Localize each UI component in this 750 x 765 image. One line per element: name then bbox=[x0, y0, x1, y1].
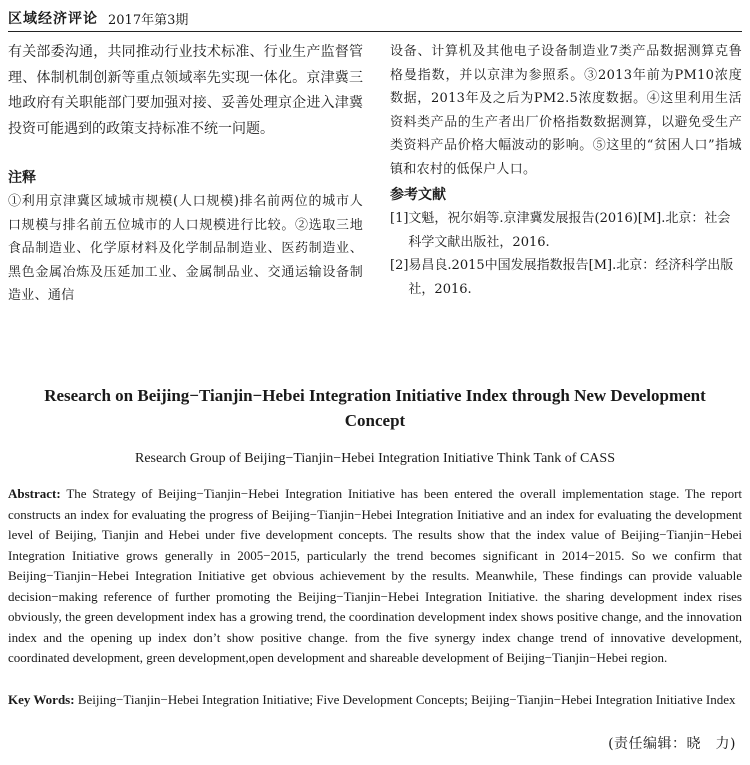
english-authors: Research Group of Beijing−Tianjin−Hebei Integration Initiative Think Tank of CASS bbox=[135, 451, 615, 466]
left-column bbox=[8, 40, 363, 308]
reference-list bbox=[390, 207, 742, 301]
journal-name: 区域经济评论 bbox=[8, 11, 98, 27]
notes-heading: 注释 bbox=[8, 170, 36, 186]
body-paragraph: 有关部委沟通，共同推动行业技术标准、行业生产监督管理、体制机制创新等重点领域率先实现一体化。京津冀三地政府有关职能部门要加强对接、妥善处理京企进入津冀投资可能遇到的政策支持标准不统一问题。 bbox=[8, 44, 363, 137]
right-column bbox=[390, 40, 742, 301]
reference-item bbox=[390, 207, 742, 254]
notes-continued: 设备、计算机及其他电子设备制造业7类产品数据测算克鲁格曼指数，并以京津为参照系。③2013年前为PM10浓度数据，2013年及之后为PM2.5浓度数据。④这里利用生活资料类产品的生产者出厂价格指数数据测算，以避免受生产类资料产品价格大幅波动的影响。⑤这里的“贫困人口”指城镇和农村的低保户人口。 bbox=[390, 44, 742, 177]
notes-text: ①利用京津冀区域城市规模(人口规模)排名前两位的城市人口规模与排名前五位城市的人口规模进行比较。②选取三地食品制造业、化学原材料及化学制品制造业、医药制造业、黑色金属冶炼及压延加工业、金属制品业、交通运输设备制造业、通信 bbox=[8, 194, 363, 303]
keywords-label: Key Words: bbox=[8, 692, 75, 707]
abstract-label: Abstract: bbox=[8, 486, 61, 501]
reference-item bbox=[390, 254, 742, 301]
reference-text: 易昌良.2015中国发展指数报告[M].北京：经济科学出版社，2016. bbox=[408, 258, 734, 297]
keywords-text: Beijing−Tianjin−Hebei Integration Initiative; Five Development Concepts; Beijing−Tianjin−Hebei Integration Initiative Index bbox=[77, 692, 736, 707]
issue-label: 2017年第3期 bbox=[108, 13, 189, 28]
reference-number: [1] bbox=[390, 211, 409, 226]
english-abstract bbox=[8, 484, 742, 669]
running-header bbox=[8, 4, 742, 32]
abstract-text: The Strategy of Beijing−Tianjin−Hebei Integration Initiative has been entered the overall implementation stage. The report constructs an index for evaluating the progress of Beijing−Tianjin−Hebei Integration Initiative and an index for evaluating the development level of Beijing, Tianjin and Hebei under five development concepts. The results show that the index value of Beijing−Tianjin−Hebei Integration Initiative grows generally in 2005−2015, particularly the trend becomes significant in 2014−2015. So we confirm that Beijing−Tianjin−Hebei Integration Initiative get obvious achievement by the results. Meanwhile, These findings can provide valuable decision−making reference of further promoting the Beijing−Tianjin−Hebei Integration Initiative. the sharing development index rises obviously, the green development index has a growing trend, the coordination development index shows positive change, and the innovation index and the opening up index don’t show positive change. from the five synergy index change trend of innovative development, coordinated development, green development,open development and shareable development of Beijing−Tianjin−Hebei region. bbox=[8, 486, 743, 665]
spacer bbox=[8, 142, 363, 166]
editor-credit: (责任编辑：晓 力) bbox=[608, 736, 736, 752]
english-keywords bbox=[8, 690, 742, 711]
english-title: Research on Beijing−Tianjin−Hebei Integration Initiative Index through New Development Concept bbox=[44, 386, 706, 430]
references-heading: 参考文献 bbox=[390, 187, 446, 203]
reference-number: [2] bbox=[390, 258, 409, 273]
reference-text: 文魁，祝尔娟等.京津冀发展报告(2016)[M].北京：社会科学文献出版社，2016. bbox=[408, 211, 731, 250]
